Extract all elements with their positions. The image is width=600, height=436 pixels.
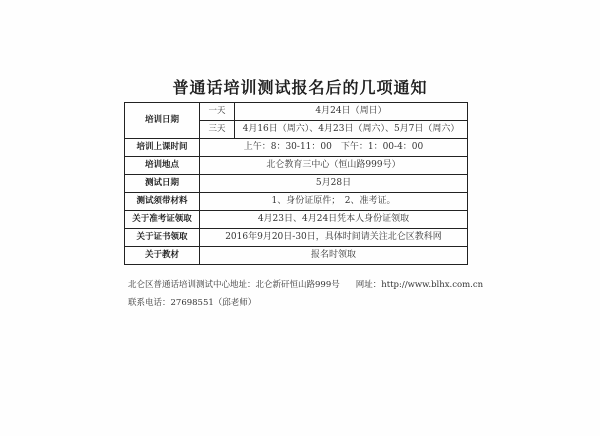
cell-three-day-value: 4月16日（周六）、4月23日（周六）、5月7日（周六） xyxy=(235,121,468,139)
cell-materials-value: 1、身份证原件； 2、准考证。 xyxy=(200,193,468,211)
row-label-textbook: 关于教材 xyxy=(125,247,200,265)
row-label-certificate: 关于证书领取 xyxy=(125,229,200,247)
row-label-admission-ticket: 关于准考证领取 xyxy=(125,211,200,229)
cell-textbook-value: 报名时领取 xyxy=(200,247,468,265)
document-title: 普通话培训测试报名后的几项通知 xyxy=(172,78,428,97)
cell-one-day-value: 4月24日（周日） xyxy=(235,103,468,121)
cell-one-day-label: 一天 xyxy=(200,103,235,121)
row-label-class-time: 培训上课时间 xyxy=(125,139,200,157)
table-row xyxy=(125,103,468,121)
footer-address: 北仑区普通话培训测试中心地址：北仑新矸恒山路999号 xyxy=(128,280,340,290)
cell-three-day-label: 三天 xyxy=(200,121,235,139)
cell-test-date-value: 5月28日 xyxy=(200,175,468,193)
footer-address-line xyxy=(128,280,483,291)
notice-table xyxy=(124,102,468,265)
footer-phone-line xyxy=(128,298,256,309)
table-row xyxy=(125,211,468,229)
cell-location-value: 北仑教育三中心（恒山路999号） xyxy=(200,157,468,175)
cell-class-time-value: 上午：8：30-11：00 下午：1：00-4：00 xyxy=(200,139,468,157)
footer-website: 网址：http://www.blhx.com.cn xyxy=(355,280,484,290)
table-row xyxy=(125,193,468,211)
table-row xyxy=(125,229,468,247)
cell-admission-ticket-value: 4月23日、4月24日凭本人身份证领取 xyxy=(200,211,468,229)
row-label-materials: 测试须带材料 xyxy=(125,193,200,211)
row-label-training-date: 培训日期 xyxy=(125,103,200,139)
table-row xyxy=(125,175,468,193)
table-row xyxy=(125,157,468,175)
cell-certificate-value: 2016年9月20日-30日，具体时间请关注北仑区教科网 xyxy=(200,229,468,247)
footer-phone: 联系电话：27698551（邱老师） xyxy=(128,298,257,308)
row-label-location: 培训地点 xyxy=(125,157,200,175)
row-label-test-date: 测试日期 xyxy=(125,175,200,193)
table-row xyxy=(125,247,468,265)
table-row xyxy=(125,139,468,157)
